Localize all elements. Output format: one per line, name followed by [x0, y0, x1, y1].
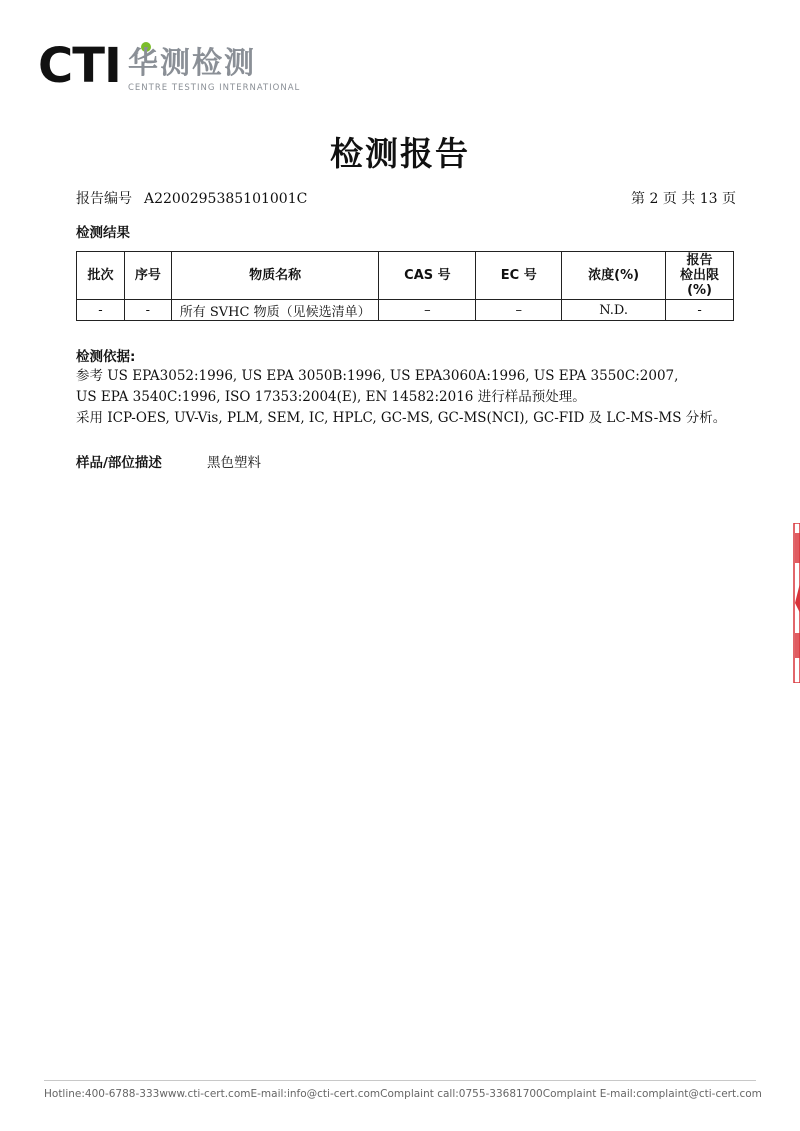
basis-line: 采用 ICP-OES, UV-Vis, PLM, SEM, IC, HPLC, GC-MS, GC-MS(NCI), GC-FID 及 LC-MS-MS 分析。: [76, 410, 727, 426]
logo-english-name: CENTRE TESTING INTERNATIONAL: [128, 83, 301, 93]
footer-website: www.cti-cert.com: [159, 1088, 251, 1100]
footer-divider: [44, 1080, 756, 1081]
col-header-cas: CAS 号: [379, 252, 476, 300]
report-number: [76, 188, 307, 208]
basis-label: 检测依据:: [76, 349, 136, 365]
logo-brand: CTI: [38, 38, 121, 94]
cell-concentration: N.D.: [562, 300, 666, 321]
logo-chinese-name: 华测检测: [128, 46, 256, 81]
table-row: [77, 300, 734, 321]
cell-batch: -: [77, 300, 125, 321]
col-header-ec: EC 号: [476, 252, 562, 300]
report-number-label: 报告编号: [76, 191, 132, 207]
sample-label: 样品/部位描述: [76, 455, 162, 471]
col-header-seq: 序号: [124, 252, 171, 300]
basis-line: US EPA 3540C:1996, ISO 17353:2004(E), EN 14582:2016 进行样品预处理。: [76, 389, 586, 405]
footer-complaint-email: Complaint E-mail:complaint@cti-cert.com: [542, 1088, 762, 1100]
footer-hotline: Hotline:400-6788-333: [44, 1088, 160, 1100]
footer-email: E-mail:info@cti-cert.com: [250, 1088, 381, 1100]
seal-stamp-icon: [790, 523, 800, 683]
cell-detection-limit: -: [666, 300, 734, 321]
col-header-detection-limit: 报告 检出限 (%): [666, 252, 734, 300]
cell-ec: –: [476, 300, 562, 321]
results-section-label: 检测结果: [76, 225, 130, 241]
cell-substance: 所有 SVHC 物质（见候选清单）: [171, 300, 379, 321]
footer: [44, 1088, 762, 1100]
company-logo: [38, 38, 301, 96]
table-header-row: [77, 252, 734, 300]
footer-complaint-call: Complaint call:0755-33681700: [380, 1088, 543, 1100]
report-number-value: A2200295385101001C: [144, 191, 308, 207]
sample-value: 黑色塑料: [207, 455, 261, 471]
col-header-concentration: 浓度(%): [562, 252, 666, 300]
page-info: 第 2 页 共 13 页: [631, 191, 736, 207]
results-table: [76, 251, 734, 321]
cell-cas: –: [379, 300, 476, 321]
col-header-batch: 批次: [77, 252, 125, 300]
document-title: 检测报告: [330, 134, 470, 173]
col-header-substance: 物质名称: [171, 252, 379, 300]
basis-line: 参考 US EPA3052:1996, US EPA 3050B:1996, US EPA3060A:1996, US EPA 3550C:2007,: [76, 368, 679, 384]
cell-seq: -: [124, 300, 171, 321]
basis-text: [76, 366, 726, 429]
